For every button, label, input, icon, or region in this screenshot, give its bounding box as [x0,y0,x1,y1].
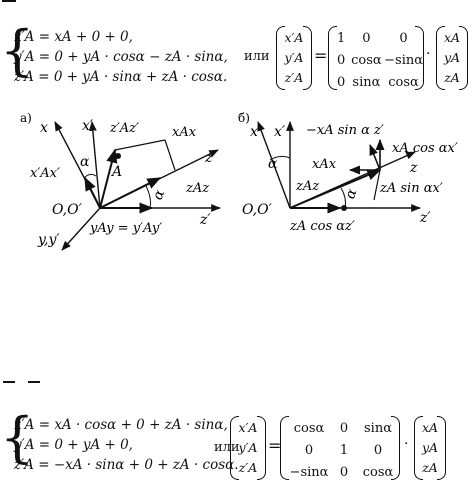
label-b-zAz: zAz [296,179,320,194]
label-a-bottom: yAy = y′Ay′ [90,221,163,236]
label-a-x-prime: x′ [82,118,94,134]
top-matrix [328,26,424,90]
figure-b [238,111,458,234]
label-b-bottom: zA cos αz′ [290,219,355,234]
bottom-rhs-0: xA [421,420,439,435]
top-lhs-0: x′A [284,30,304,45]
top-or-word: или [244,49,270,64]
arc-a-1 [84,174,96,178]
label-b-angle-1: α [268,156,278,172]
label-a-z: z [205,150,213,166]
top-lhs-2: z′A [284,70,304,85]
top-rhs-vector [436,26,468,90]
bottom-m-12: 0 [373,443,383,458]
top-m-12: −sinα [384,53,423,68]
bottom-m-21: 0 [339,465,349,480]
top-rhs-2: zA [444,70,460,85]
top-m-11: cosα [351,53,382,68]
bottom-or-word: или [214,440,240,455]
label-a-angle-1: α [80,154,90,170]
bottom-dot: · [404,436,409,452]
label-b-origin: O,O′ [242,202,272,218]
label-a-zAz: zAz [186,181,210,196]
bottom-eq-3: z′A = −xA · sinα + 0 + zA · cosα. [14,457,239,473]
top-m-01: 0 [362,31,371,46]
top-m-02: 0 [399,31,408,46]
label-a-xAx: xAx [172,125,197,140]
label-b-zAsin: zA sin αx′ [380,181,443,196]
figure-b-label: б) [238,111,250,125]
label-a-x: x [40,120,48,136]
label-b-x: x [250,124,258,140]
bottom-eq-1: x′A = xA · cosα + 0 + zA · sinα, [14,417,228,433]
bottom-m-02: sinα [364,421,392,436]
bottom-matrix [280,416,400,480]
bottom-lhs-vector [230,416,266,480]
top-m-22: cosα [388,75,419,90]
bottom-equals: = [268,436,282,455]
top-eq-3: z′A = 0 + yA · sinα + zA · cosα. [14,69,228,85]
top-eq-2: y′A = 0 + yA · cosα − zA · sinα, [14,49,228,65]
line-a-proj1 [115,140,165,150]
label-a-angle-2: α [149,187,169,203]
bottom-rhs-vector [414,416,446,480]
top-fragment-line [2,0,16,2]
top-m-21: sinα [352,75,381,90]
bottom-m-01: 0 [339,421,349,436]
figure-a-label: а) [20,111,32,125]
bottom-fragment-line-1 [3,381,15,383]
bottom-lhs-1: y′A [238,440,258,455]
top-rhs-0: xA [443,30,461,45]
bottom-rhs-1: yA [421,440,439,455]
bottom-fragment-line-2 [28,381,40,383]
top-dot: · [426,46,431,62]
point-b [341,205,347,211]
label-b-xAx: xAx [312,157,337,172]
bottom-left-brace: { [0,406,35,469]
label-a-zAz-prime: z′Az′ [110,121,139,136]
bottom-m-00: cosα [293,421,325,436]
label-a-point: A [112,164,123,180]
label-b-top: −xA sin α z′ [306,123,384,138]
label-a-z-prime: z′ [200,212,211,228]
top-lhs-vector [276,26,312,90]
label-b-xAcos: xA cos αx′ [392,141,458,156]
bottom-rhs-2: zA [422,460,438,475]
label-a-origin: O,O′ [52,202,82,218]
label-a-xprimeAx: x′Ax′ [30,166,60,181]
top-rhs-1: yA [443,50,461,65]
bottom-m-10: 0 [304,443,314,458]
label-b-z: z [410,160,418,176]
label-b-angle-2: α [342,186,361,202]
bottom-m-20: −sinα [289,465,329,480]
top-left-brace: { [0,19,35,82]
label-a-y: y,y′ [38,232,60,248]
rotation-figures [0,100,473,280]
bottom-m-11: 1 [339,443,349,458]
bottom-lhs-0: x′A [238,420,258,435]
top-eq-1: x′A = xA + 0 + 0, [14,29,133,45]
top-m-00: 1 [337,31,346,46]
point-a [115,153,121,159]
bottom-lhs-2: z′A [238,460,258,475]
top-m-10: 0 [337,53,346,68]
top-equals: = [314,46,328,65]
bottom-m-22: cosα [362,465,394,480]
figure-a [20,111,220,250]
label-b-z-prime: z′ [420,210,431,226]
bottom-eq-2: y′A = 0 + yA + 0, [14,437,133,453]
vector-b-xAx [370,145,380,170]
top-lhs-1: y′A [284,50,304,65]
top-m-20: 0 [337,75,346,90]
label-b-x-prime: x′ [274,124,286,140]
line-a-proj2 [165,140,175,170]
